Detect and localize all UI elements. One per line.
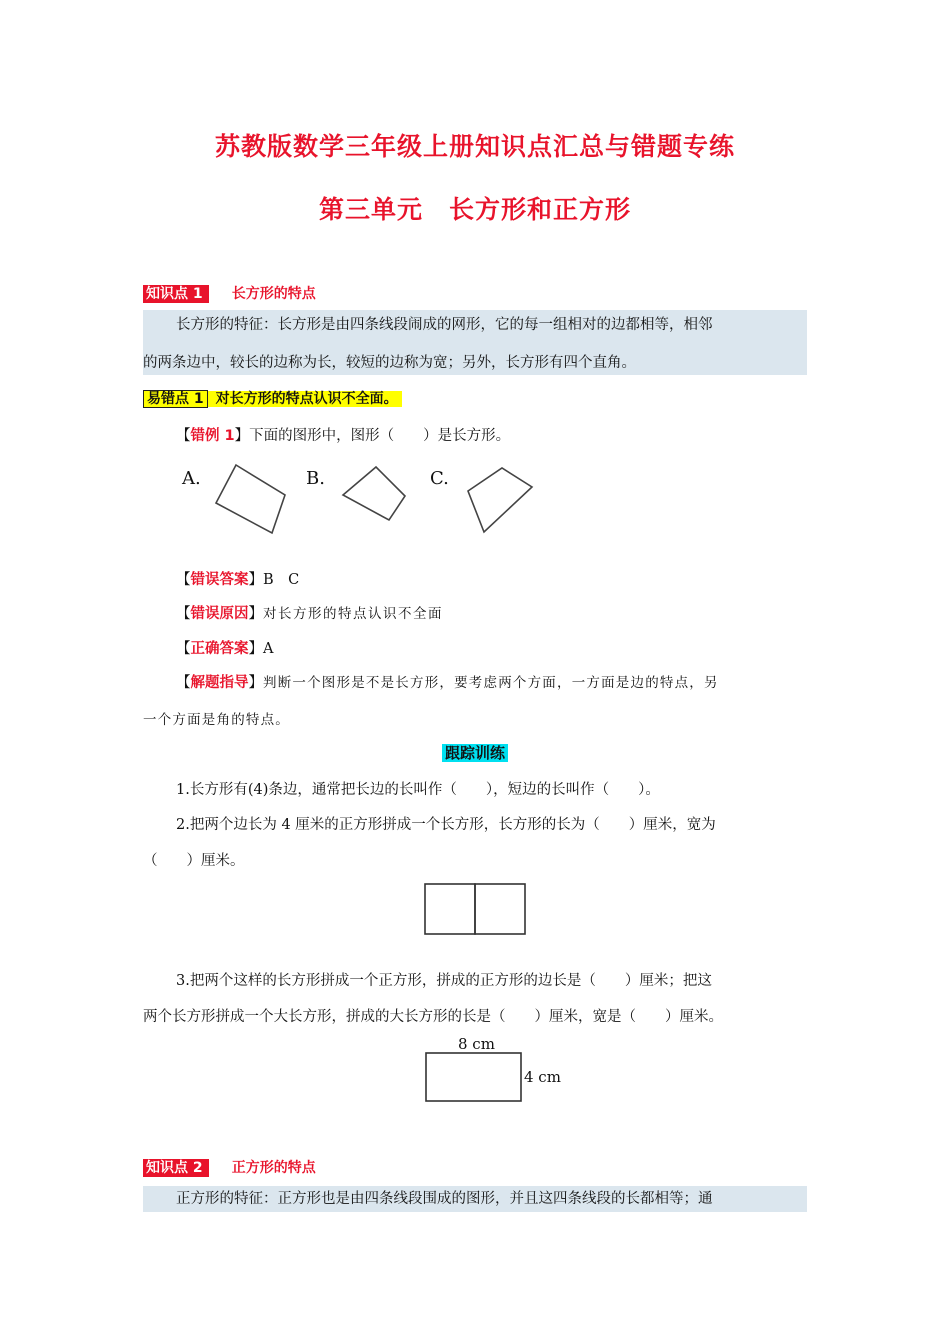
kp1-text-line1: 长方形的特征：长方形是由四条线段闹成的网形，它的每一组相对的边都相等，相邻 [176,317,713,333]
rectangle-figure [424,1035,574,1105]
error-prone-tag: 易错点 1 [143,390,208,408]
training-header [0,742,950,763]
shape-c-quadrilateral [468,468,532,532]
kp2-text-line1: 正方形的特征：正方形也是由四条线段围成的图形，并且这四条线段的长都相等；通 [176,1191,713,1207]
correct-answer-value: A [263,641,274,657]
option-a-label: A. [182,468,201,489]
shapes-figure [180,462,540,542]
shapes-svg [180,462,540,542]
example-tag: 错例 1 [190,428,235,444]
rectangle-shape [426,1053,521,1101]
knowledge-point-tag: 知识点 1 [143,285,209,303]
square-right [475,884,525,934]
wrong-answer-line: 【错误答案】B C [176,572,300,588]
rectangle-width-label: 4 cm [524,1068,561,1086]
question-1: 1.长方形有(4)条边，通常把长边的长叫作（ ），短边的长叫作（ ）。 [176,782,660,798]
shape-a-rectangle [216,465,285,533]
question-3-line2: 两个长方形拼成一个大长方形，拼成的大长方形的长是（ ）厘米，宽是（ ）厘米。 [143,1009,723,1025]
solution-guide-value: 判断一个图形是不是长方形，要考虑两个方面，一方面是边的特点，另 [263,675,719,691]
error-prone-text: 对长方形的特点认识不全面。 [208,391,402,407]
solution-guide-line2: 一个方面是角的特点。 [143,712,290,728]
solution-guide-label: 解题指导 [190,675,249,691]
error-prone-point-1 [143,388,402,408]
square-left [425,884,475,934]
knowledge-point-title: 长方形的特点 [231,286,316,302]
kp1-text-line2: 的两条边中，较长的边称为长，较短的边称为宽；另外，长方形有四个直角。 [143,355,636,371]
option-b-label: B. [306,468,325,489]
question-3-line1: 3.把两个这样的长方形拼成一个正方形，拼成的正方形的边长是（ ）厘米；把这 [176,973,712,989]
error-reason-line: 【错误原因】对长方形的特点认识不全面 [176,606,443,622]
example-1-question [176,424,510,445]
knowledge-point-2-header [143,1157,316,1177]
document-title: 苏教版数学三年级上册知识点汇总与错题专练 [214,132,735,161]
knowledge-point-1-header [143,283,316,303]
knowledge-point-title: 正方形的特点 [231,1160,316,1176]
wrong-answer-value: B C [263,572,300,588]
question-2-line1: 2.把两个边长为 4 厘米的正方形拼成一个长方形，长方形的长为（ ）厘米，宽为 [176,817,716,833]
option-c-label: C. [430,468,449,489]
correct-answer-label: 正确答案 [190,641,249,657]
unit-title: 第三单元 长方形和正方形 [318,195,631,224]
solution-guide-line: 【解题指导】判断一个图形是不是长方形，要考虑两个方面，一方面是边的特点，另 [176,675,719,691]
bracket-open: 【 [176,428,191,444]
rectangle-length-label: 8 cm [458,1035,495,1053]
error-reason-label: 错误原因 [190,606,249,622]
bracket-close: 】 [234,428,250,444]
shape-b-quadrilateral [343,467,405,520]
two-squares-figure [423,882,529,937]
error-reason-value: 对长方形的特点认识不全面 [263,606,443,622]
correct-answer-line: 【正确答案】A [176,641,274,657]
rectangle-svg [424,1035,524,1105]
knowledge-point-tag: 知识点 2 [143,1159,209,1177]
training-title: 跟踪训练 [442,744,508,762]
wrong-answer-label: 错误答案 [190,572,249,588]
example-question-text: 下面的图形中，图形（ ）是长方形。 [249,428,511,444]
question-2-line2: （ ）厘米。 [143,853,245,869]
